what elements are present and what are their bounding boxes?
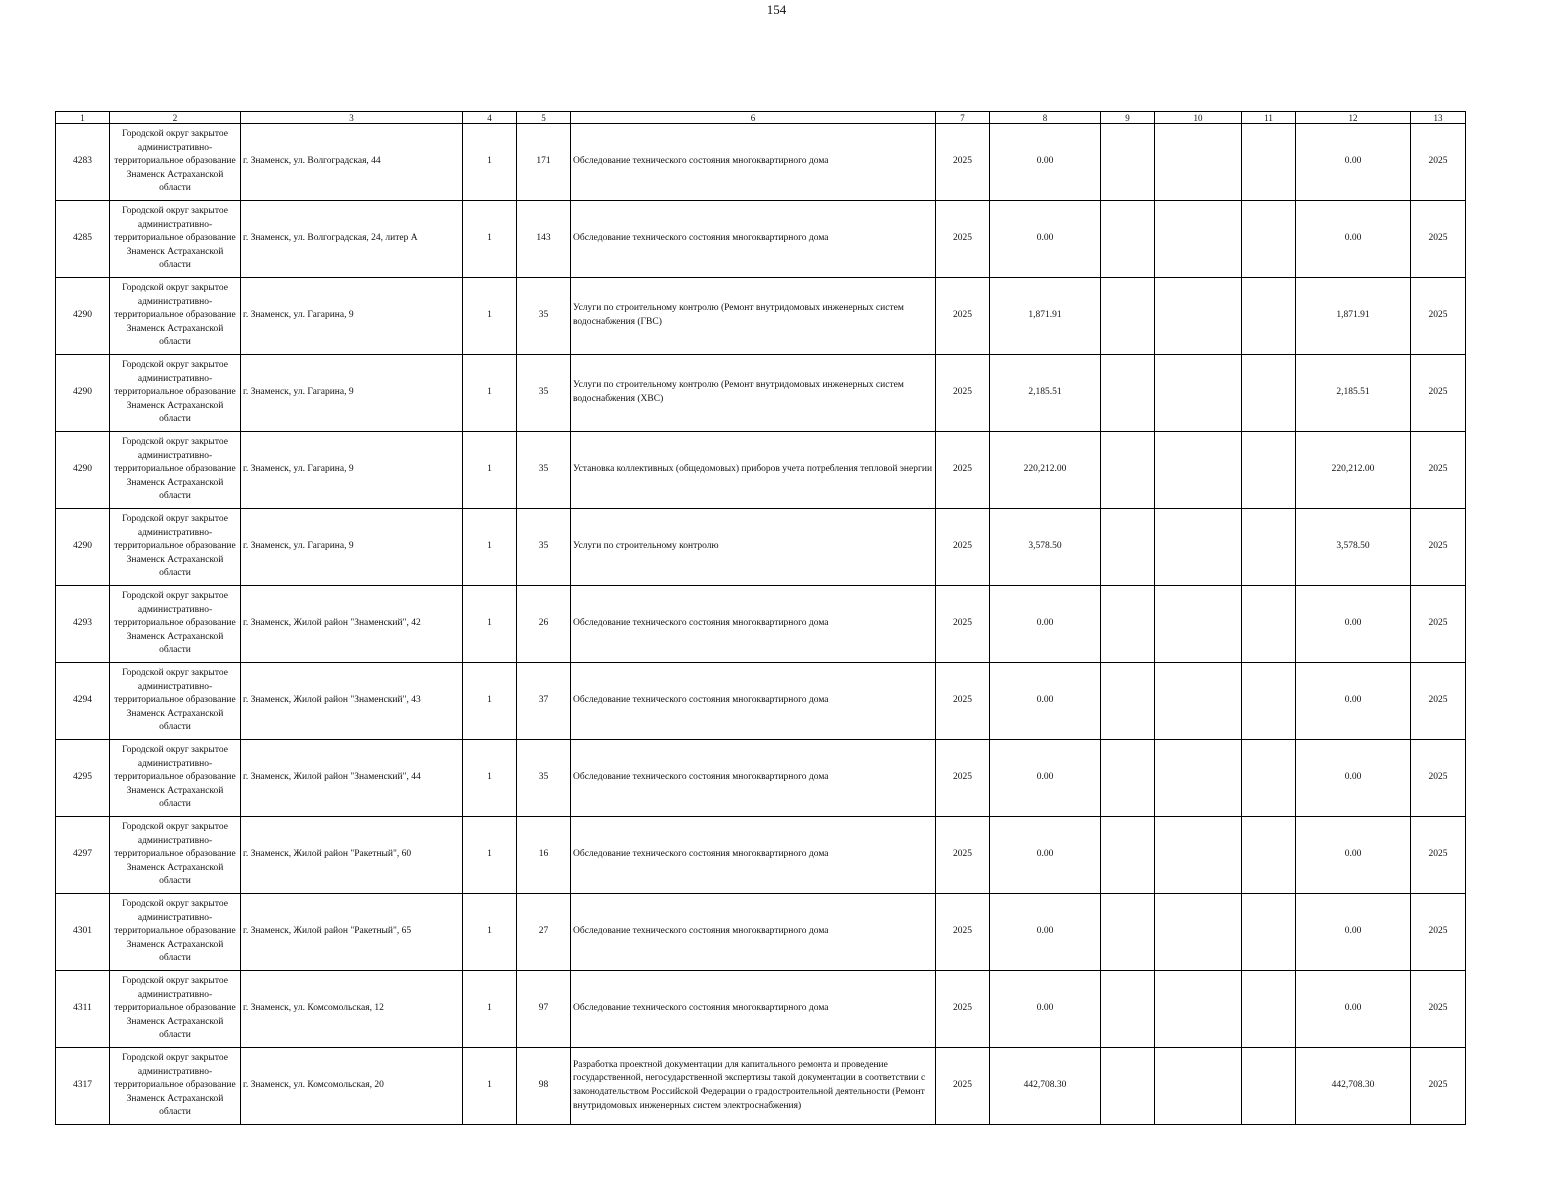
record-number: 4290 [56, 432, 110, 509]
work-type: Обследование технического состояния многоквартирного дома [571, 894, 936, 971]
work-type: Услуги по строительному контролю (Ремонт внутридомовых инженерных систем водоснабжения (ХВС) [571, 355, 936, 432]
column-5-value: 26 [517, 586, 571, 663]
year: 2025 [936, 278, 990, 355]
column-9-value [1101, 740, 1155, 817]
table-row [56, 355, 1466, 432]
cost-amount: 1,871.91 [990, 278, 1101, 355]
column-header: 5 [517, 112, 571, 124]
column-header: 6 [571, 112, 936, 124]
record-number: 4295 [56, 740, 110, 817]
column-header: 7 [936, 112, 990, 124]
column-10-value [1155, 817, 1242, 894]
cost-amount: 220,212.00 [990, 432, 1101, 509]
table-row [56, 971, 1466, 1048]
column-5-value: 35 [517, 355, 571, 432]
cost-amount: 0.00 [990, 201, 1101, 278]
total-amount: 3,578.50 [1296, 509, 1411, 586]
register-table [55, 111, 1466, 1125]
record-number: 4297 [56, 817, 110, 894]
address: г. Знаменск, ул. Гагарина, 9 [241, 278, 463, 355]
work-type: Обследование технического состояния многоквартирного дома [571, 817, 936, 894]
municipality: Городской округ закрытое административно-территориальное образование Знаменск Астраханской области [110, 509, 241, 586]
total-amount: 0.00 [1296, 817, 1411, 894]
column-5-value: 16 [517, 817, 571, 894]
column-5-value: 143 [517, 201, 571, 278]
column-4-value: 1 [463, 432, 517, 509]
column-header: 12 [1296, 112, 1411, 124]
column-9-value [1101, 663, 1155, 740]
column-10-value [1155, 1048, 1242, 1125]
record-number: 4290 [56, 278, 110, 355]
work-type: Услуги по строительному контролю (Ремонт внутридомовых инженерных систем водоснабжения (ГВС) [571, 278, 936, 355]
address: г. Знаменск, ул. Гагарина, 9 [241, 432, 463, 509]
total-amount: 2,185.51 [1296, 355, 1411, 432]
total-amount: 0.00 [1296, 586, 1411, 663]
column-9-value [1101, 509, 1155, 586]
column-5-value: 27 [517, 894, 571, 971]
work-type: Установка коллективных (общедомовых) приборов учета потребления тепловой энергии [571, 432, 936, 509]
completion-year: 2025 [1411, 663, 1466, 740]
column-header: 3 [241, 112, 463, 124]
completion-year: 2025 [1411, 894, 1466, 971]
column-4-value: 1 [463, 355, 517, 432]
column-header: 1 [56, 112, 110, 124]
completion-year: 2025 [1411, 355, 1466, 432]
cost-amount: 3,578.50 [990, 509, 1101, 586]
total-amount: 442,708.30 [1296, 1048, 1411, 1125]
total-amount: 220,212.00 [1296, 432, 1411, 509]
work-type: Обследование технического состояния многоквартирного дома [571, 971, 936, 1048]
table-row [56, 586, 1466, 663]
record-number: 4290 [56, 509, 110, 586]
table-row [56, 1048, 1466, 1125]
column-11-value [1242, 1048, 1296, 1125]
completion-year: 2025 [1411, 1048, 1466, 1125]
column-11-value [1242, 201, 1296, 278]
work-type: Обследование технического состояния многоквартирного дома [571, 663, 936, 740]
column-4-value: 1 [463, 971, 517, 1048]
record-number: 4285 [56, 201, 110, 278]
address: г. Знаменск, ул. Комсомольская, 20 [241, 1048, 463, 1125]
column-9-value [1101, 1048, 1155, 1125]
address: г. Знаменск, ул. Гагарина, 9 [241, 509, 463, 586]
municipality: Городской округ закрытое административно-территориальное образование Знаменск Астраханской области [110, 1048, 241, 1125]
column-4-value: 1 [463, 1048, 517, 1125]
record-number: 4317 [56, 1048, 110, 1125]
column-header: 13 [1411, 112, 1466, 124]
cost-amount: 0.00 [990, 971, 1101, 1048]
column-9-value [1101, 432, 1155, 509]
completion-year: 2025 [1411, 971, 1466, 1048]
column-10-value [1155, 509, 1242, 586]
column-11-value [1242, 894, 1296, 971]
column-10-value [1155, 663, 1242, 740]
column-5-value: 35 [517, 509, 571, 586]
total-amount: 0.00 [1296, 894, 1411, 971]
column-9-value [1101, 355, 1155, 432]
column-11-value [1242, 278, 1296, 355]
total-amount: 0.00 [1296, 124, 1411, 201]
column-11-value [1242, 663, 1296, 740]
address: г. Знаменск, ул. Волгоградская, 24, литер А [241, 201, 463, 278]
table-row [56, 432, 1466, 509]
column-header: 9 [1101, 112, 1155, 124]
year: 2025 [936, 201, 990, 278]
municipality: Городской округ закрытое административно-территориальное образование Знаменск Астраханской области [110, 586, 241, 663]
total-amount: 0.00 [1296, 201, 1411, 278]
column-10-value [1155, 124, 1242, 201]
table-row [56, 894, 1466, 971]
record-number: 4283 [56, 124, 110, 201]
record-number: 4293 [56, 586, 110, 663]
column-11-value [1242, 586, 1296, 663]
column-11-value [1242, 971, 1296, 1048]
municipality: Городской округ закрытое административно-территориальное образование Знаменск Астраханской области [110, 201, 241, 278]
work-type: Обследование технического состояния многоквартирного дома [571, 740, 936, 817]
column-11-value [1242, 355, 1296, 432]
column-9-value [1101, 201, 1155, 278]
column-10-value [1155, 740, 1242, 817]
column-4-value: 1 [463, 201, 517, 278]
work-type: Обследование технического состояния многоквартирного дома [571, 124, 936, 201]
address: г. Знаменск, ул. Гагарина, 9 [241, 355, 463, 432]
table-row [56, 278, 1466, 355]
year: 2025 [936, 971, 990, 1048]
completion-year: 2025 [1411, 740, 1466, 817]
cost-amount: 442,708.30 [990, 1048, 1101, 1125]
municipality: Городской округ закрытое административно-территориальное образование Знаменск Астраханской области [110, 355, 241, 432]
column-4-value: 1 [463, 509, 517, 586]
column-11-value [1242, 740, 1296, 817]
column-4-value: 1 [463, 740, 517, 817]
column-10-value [1155, 586, 1242, 663]
table-row [56, 509, 1466, 586]
table-row [56, 663, 1466, 740]
header-row [56, 112, 1466, 124]
cost-amount: 0.00 [990, 663, 1101, 740]
municipality: Городской округ закрытое административно-территориальное образование Знаменск Астраханской области [110, 432, 241, 509]
record-number: 4294 [56, 663, 110, 740]
cost-amount: 0.00 [990, 586, 1101, 663]
address: г. Знаменск, Жилой район "Знаменский", 43 [241, 663, 463, 740]
cost-amount: 0.00 [990, 124, 1101, 201]
table-row [56, 201, 1466, 278]
column-11-value [1242, 432, 1296, 509]
year: 2025 [936, 355, 990, 432]
column-9-value [1101, 817, 1155, 894]
column-4-value: 1 [463, 124, 517, 201]
municipality: Городской округ закрытое административно-территориальное образование Знаменск Астраханской области [110, 740, 241, 817]
table-body [56, 124, 1466, 1125]
column-4-value: 1 [463, 817, 517, 894]
municipality: Городской округ закрытое административно-территориальное образование Знаменск Астраханской области [110, 124, 241, 201]
column-10-value [1155, 355, 1242, 432]
column-9-value [1101, 894, 1155, 971]
column-10-value [1155, 894, 1242, 971]
column-5-value: 97 [517, 971, 571, 1048]
column-11-value [1242, 817, 1296, 894]
column-11-value [1242, 124, 1296, 201]
column-10-value [1155, 278, 1242, 355]
completion-year: 2025 [1411, 278, 1466, 355]
year: 2025 [936, 509, 990, 586]
completion-year: 2025 [1411, 586, 1466, 663]
cost-amount: 0.00 [990, 894, 1101, 971]
table-row [56, 817, 1466, 894]
table-row [56, 740, 1466, 817]
address: г. Знаменск, ул. Волгоградская, 44 [241, 124, 463, 201]
total-amount: 1,871.91 [1296, 278, 1411, 355]
column-11-value [1242, 509, 1296, 586]
municipality: Городской округ закрытое административно-территориальное образование Знаменск Астраханской области [110, 971, 241, 1048]
column-9-value [1101, 278, 1155, 355]
completion-year: 2025 [1411, 817, 1466, 894]
work-type: Обследование технического состояния многоквартирного дома [571, 201, 936, 278]
year: 2025 [936, 817, 990, 894]
column-header: 8 [990, 112, 1101, 124]
column-4-value: 1 [463, 663, 517, 740]
column-4-value: 1 [463, 278, 517, 355]
address: г. Знаменск, ул. Комсомольская, 12 [241, 971, 463, 1048]
municipality: Городской округ закрытое административно-территориальное образование Знаменск Астраханской области [110, 894, 241, 971]
completion-year: 2025 [1411, 432, 1466, 509]
column-5-value: 35 [517, 278, 571, 355]
column-header: 10 [1155, 112, 1242, 124]
column-5-value: 35 [517, 740, 571, 817]
column-5-value: 37 [517, 663, 571, 740]
year: 2025 [936, 124, 990, 201]
address: г. Знаменск, Жилой район "Знаменский", 42 [241, 586, 463, 663]
total-amount: 0.00 [1296, 663, 1411, 740]
column-9-value [1101, 586, 1155, 663]
municipality: Городской округ закрытое административно-территориальное образование Знаменск Астраханской области [110, 663, 241, 740]
year: 2025 [936, 432, 990, 509]
record-number: 4301 [56, 894, 110, 971]
municipality: Городской округ закрытое административно-территориальное образование Знаменск Астраханской области [110, 817, 241, 894]
column-9-value [1101, 971, 1155, 1048]
column-header: 2 [110, 112, 241, 124]
address: г. Знаменск, Жилой район "Ракетный", 60 [241, 817, 463, 894]
address: г. Знаменск, Жилой район "Ракетный", 65 [241, 894, 463, 971]
column-5-value: 35 [517, 432, 571, 509]
year: 2025 [936, 894, 990, 971]
cost-amount: 0.00 [990, 817, 1101, 894]
column-10-value [1155, 201, 1242, 278]
column-4-value: 1 [463, 586, 517, 663]
record-number: 4311 [56, 971, 110, 1048]
year: 2025 [936, 1048, 990, 1125]
column-header: 4 [463, 112, 517, 124]
year: 2025 [936, 663, 990, 740]
completion-year: 2025 [1411, 509, 1466, 586]
work-type: Разработка проектной документации для капитального ремонта и проведение государственной, негосударственной экспертизы такой документации в соответствии с законодательством Российской Федерации о градостроительной деятельности (Ремонт внутридомовых инженерных систем электроснабжения) [571, 1048, 936, 1125]
record-number: 4290 [56, 355, 110, 432]
total-amount: 0.00 [1296, 971, 1411, 1048]
completion-year: 2025 [1411, 201, 1466, 278]
column-10-value [1155, 971, 1242, 1048]
work-type: Услуги по строительному контролю [571, 509, 936, 586]
year: 2025 [936, 740, 990, 817]
table-row [56, 124, 1466, 201]
column-10-value [1155, 432, 1242, 509]
column-9-value [1101, 124, 1155, 201]
work-type: Обследование технического состояния многоквартирного дома [571, 586, 936, 663]
column-5-value: 171 [517, 124, 571, 201]
cost-amount: 2,185.51 [990, 355, 1101, 432]
address: г. Знаменск, Жилой район "Знаменский", 44 [241, 740, 463, 817]
year: 2025 [936, 586, 990, 663]
completion-year: 2025 [1411, 124, 1466, 201]
total-amount: 0.00 [1296, 740, 1411, 817]
page-number: 154 [766, 2, 787, 17]
column-4-value: 1 [463, 894, 517, 971]
column-header: 11 [1242, 112, 1296, 124]
cost-amount: 0.00 [990, 740, 1101, 817]
column-5-value: 98 [517, 1048, 571, 1125]
municipality: Городской округ закрытое административно-территориальное образование Знаменск Астраханской области [110, 278, 241, 355]
